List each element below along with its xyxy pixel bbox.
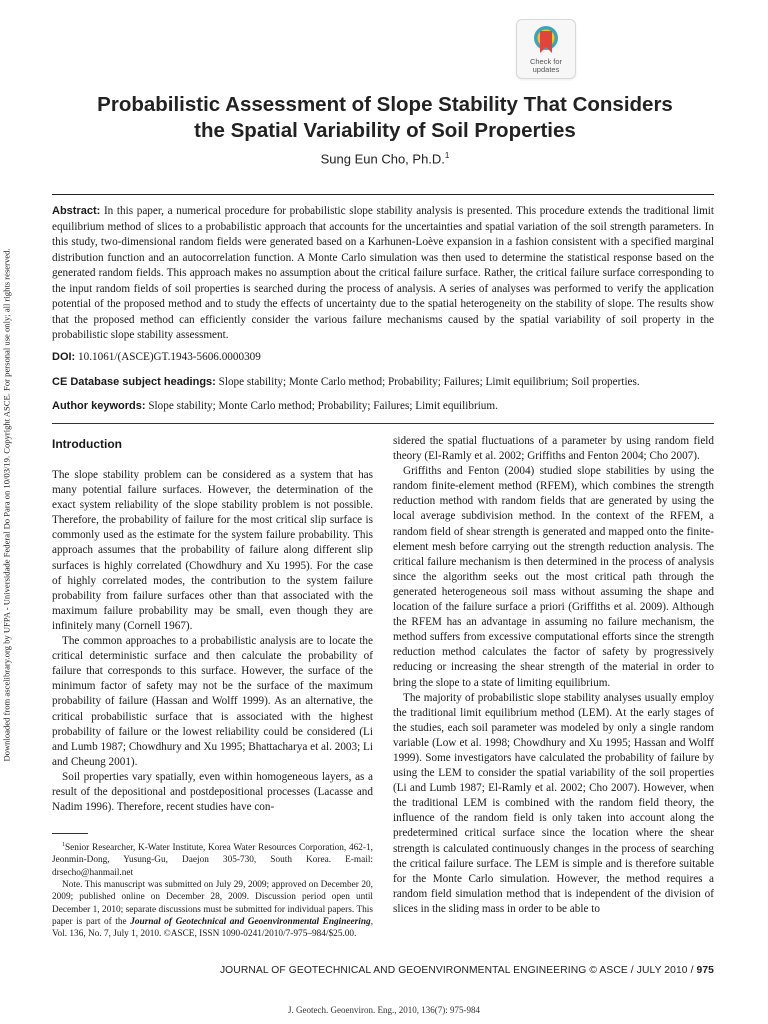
citation-line: J. Geotech. Geoenviron. Eng., 2010, 136(7): 975-984 [288,1005,480,1015]
title-line-2: the Spatial Variability of Soil Properties [194,119,576,142]
body-paragraph: Soil properties vary spatially, even within homogeneous layers, as a result of the depositional and postdepositional processes (Lacasse and Nadim 1996). Therefore, recent studies have con- [52,770,373,814]
abstract [52,204,714,344]
note-journal-name: Journal of Geotechnical and Geoenvironmental Engineering [130,916,371,927]
footnote-submission-note [52,879,373,940]
bookmark-ribbon-icon [533,25,559,57]
abstract-text: In this paper, a numerical procedure for probabilistic slope stability analysis is presented. This procedure extends the traditional limit equilibrium method of slices to a probabilistic approach that accounts for the uncertainties and spatial variation of the soil strength parameters. In this study, two-dimensional random fields were generated based on a Karhunen-Loève expansion in a fashion consistent with a specified marginal distribution function and an autocorrelation function. A Monte Carlo simulation was then used to determine the statistical response based on the generated random fields. This approach makes no assumption about the critical failure surface. Rather, the critical failure surface corresponding to the input random fields of soil properties is searched during the process of analysis. A series of analyses was performed to verify the application potential of the proposed method and to study the effects of uncertainty due to the spatial heterogeneity on the stability of slope. The results show that the proposed method can efficiently consider the various failure mechanisms caused by the spatial variability of soil property in the probabilistic slope stability assessment. [52,205,714,341]
badge-label-line2: updates [532,65,560,74]
footnote-mark: 1 [62,842,65,848]
footnote-affiliation [52,839,373,879]
author-name: Sung Eun Cho, Ph.D. [320,151,445,167]
body-paragraph: The common approaches to a probabilistic analysis are to locate the critical deterministic surface and then calculate the probability of failure that corresponds to this surface. However, the surface of the minimum factor of safety may not be the surface of the maximum probability of failure (Hassan and Wolff 1999). As an alternative, the critical probabilistic surface that is associated with the highest probability of failure or the lowest reliability could be considered (Li and Lumb 1987; Chowdhury and Xu 1995; Bhattacharya et al. 2003; Li and Cheung 2001). [52,635,373,768]
title-line-1: Probabilistic Assessment of Slope Stability That Considers [97,93,673,116]
ce-headings-line [52,375,714,390]
running-footer [52,965,714,976]
download-notice [0,190,14,820]
page-number: 975 [696,965,714,976]
badge-label-line1: Check for [529,57,563,66]
keywords-line [52,399,714,414]
footnotes [52,839,373,940]
author-line [40,151,730,166]
header-divider [52,194,714,195]
right-column [393,434,714,917]
left-column [52,436,373,815]
ce-headings-value: Slope stability; Monte Carlo method; Probability; Failures; Limit equilibrium; Soil properties. [218,376,640,388]
note-text-part2: , Vol. 136, No. 7, July 1, 2010. ©ASCE, ISSN 1090-0241/2010/7-975–984/$25.00. [52,916,374,940]
doi-value[interactable]: 10.1061/(ASCE)GT.1943-5606.0000309 [78,351,261,363]
body-paragraph: The majority of probabilistic slope stability analyses usually employ the traditional limit equilibrium method (LEM). At the early stages of the studies, each soil parameter was modeled by only a single random variable (Low et al. 1998; Chowdhury and Xu 1995; Hassan and Wolff 1999). Some investigators have calculated the probability of failure by using the LEM to consider the spatial variability of the soil properties (Li and Lumb 1987; El-Ramly et al. 2002; Cho 2007). However, when the traditional LEM is combined with the random field theory, the influence of the random field is only taken into account along the predetermined critical surface since the location where the shear strength is calculated continuously changes in the process of searching the critical failure surface. The LEM is simple and is therefore suitable for the Monte Carlo simulation. However, the method requires a random field simulation method that is independent of the division of slices in the sliding mass in order to be able to [393,691,714,915]
body-paragraph: sidered the spatial fluctuations of a parameter by using random field theory (El-Ramly et al. 2002; Griffiths and Fenton 2004; Cho 2007). [393,435,714,463]
check-for-updates-badge[interactable] [516,19,576,79]
abstract-divider [52,423,714,424]
body-paragraph: The slope stability problem can be considered as a system that has many potential failure surfaces. However, the determination of the exact system reliability of the slope stability problem is not possible. Therefore, the probability of failure for the most critical slip surface is commonly used as the estimate for the system failure probability. This approach assumes that the probability of failure along different slip surfaces is highly correlated (Chowdhury and Xu 1995). For the case of highly correlated modes, the contribution to the system failure probability from failure surfaces other than that associated with the maximum failure probability may be small, even though they are infinitely many (Cornell 1967). [52,469,373,632]
doi-label: DOI: [52,351,76,363]
download-notice-text: Downloaded from ascelibrary.org by UFPA - Universidade Federal Do Para on 10/03/19. Copyright ASCE. For personal use only; all rights reserved. [2,248,13,762]
note-text-part1: Note. This manuscript was submitted on July 29, 2009; approved on December 20, 2009; published online on December 28, 2009. Discussion period open until December 1, 2010; separate discussions must be submitted for individual papers. This paper is part of the [52,879,373,927]
keywords-label: Author keywords: [52,400,146,412]
footnote-divider [52,833,88,834]
running-footer-journal: JOURNAL OF GEOTECHNICAL AND GEOENVIRONMENTAL ENGINEERING © ASCE / JULY 2010 / [219,965,697,976]
doi-line [52,350,714,365]
footnote-affiliation-text: Senior Researcher, K-Water Institute, Korea Water Resources Corporation, 462-1, Jeonmin-Dong, Yusung-Gu, Daejon 305-730, South Korea. E-mail: drsecho@hanmail.net [52,843,373,878]
keywords-value: Slope stability; Monte Carlo method; Probability; Failures; Limit equilibrium. [148,400,498,412]
body-paragraph: Griffiths and Fenton (2004) studied slope stabilities by using the random finite-element method (RFEM), which combines the strength reduction method with random fields that are generated by using the local average subdivision method. In the context of the RFEM, a random field of shear strength is generated and mapped onto the finite-element mesh before carrying out the strength reduction analysis. The critical failure mechanism is then determined in the process of analysis since the algorithm seeks out the most critical path through the generated heterogeneous soil mass without assuming the shape and location of the failure surface a priori (Griffiths et al. 2009). Although the RFEM has an advantage in assuming no failure mechanism, the method suffers from excessive computational efforts since the strength reduction method calculates the factor of safety by progressively reducing or increasing the shear strength of the material in order to bring the slope to a state of limiting equilibrium. [393,465,714,689]
section-heading-introduction: Introduction [52,437,122,451]
paper-title [40,92,730,144]
author-affiliation-mark: 1 [444,151,450,160]
ce-headings-label: CE Database subject headings: [52,376,216,388]
abstract-label: Abstract: [52,205,101,217]
